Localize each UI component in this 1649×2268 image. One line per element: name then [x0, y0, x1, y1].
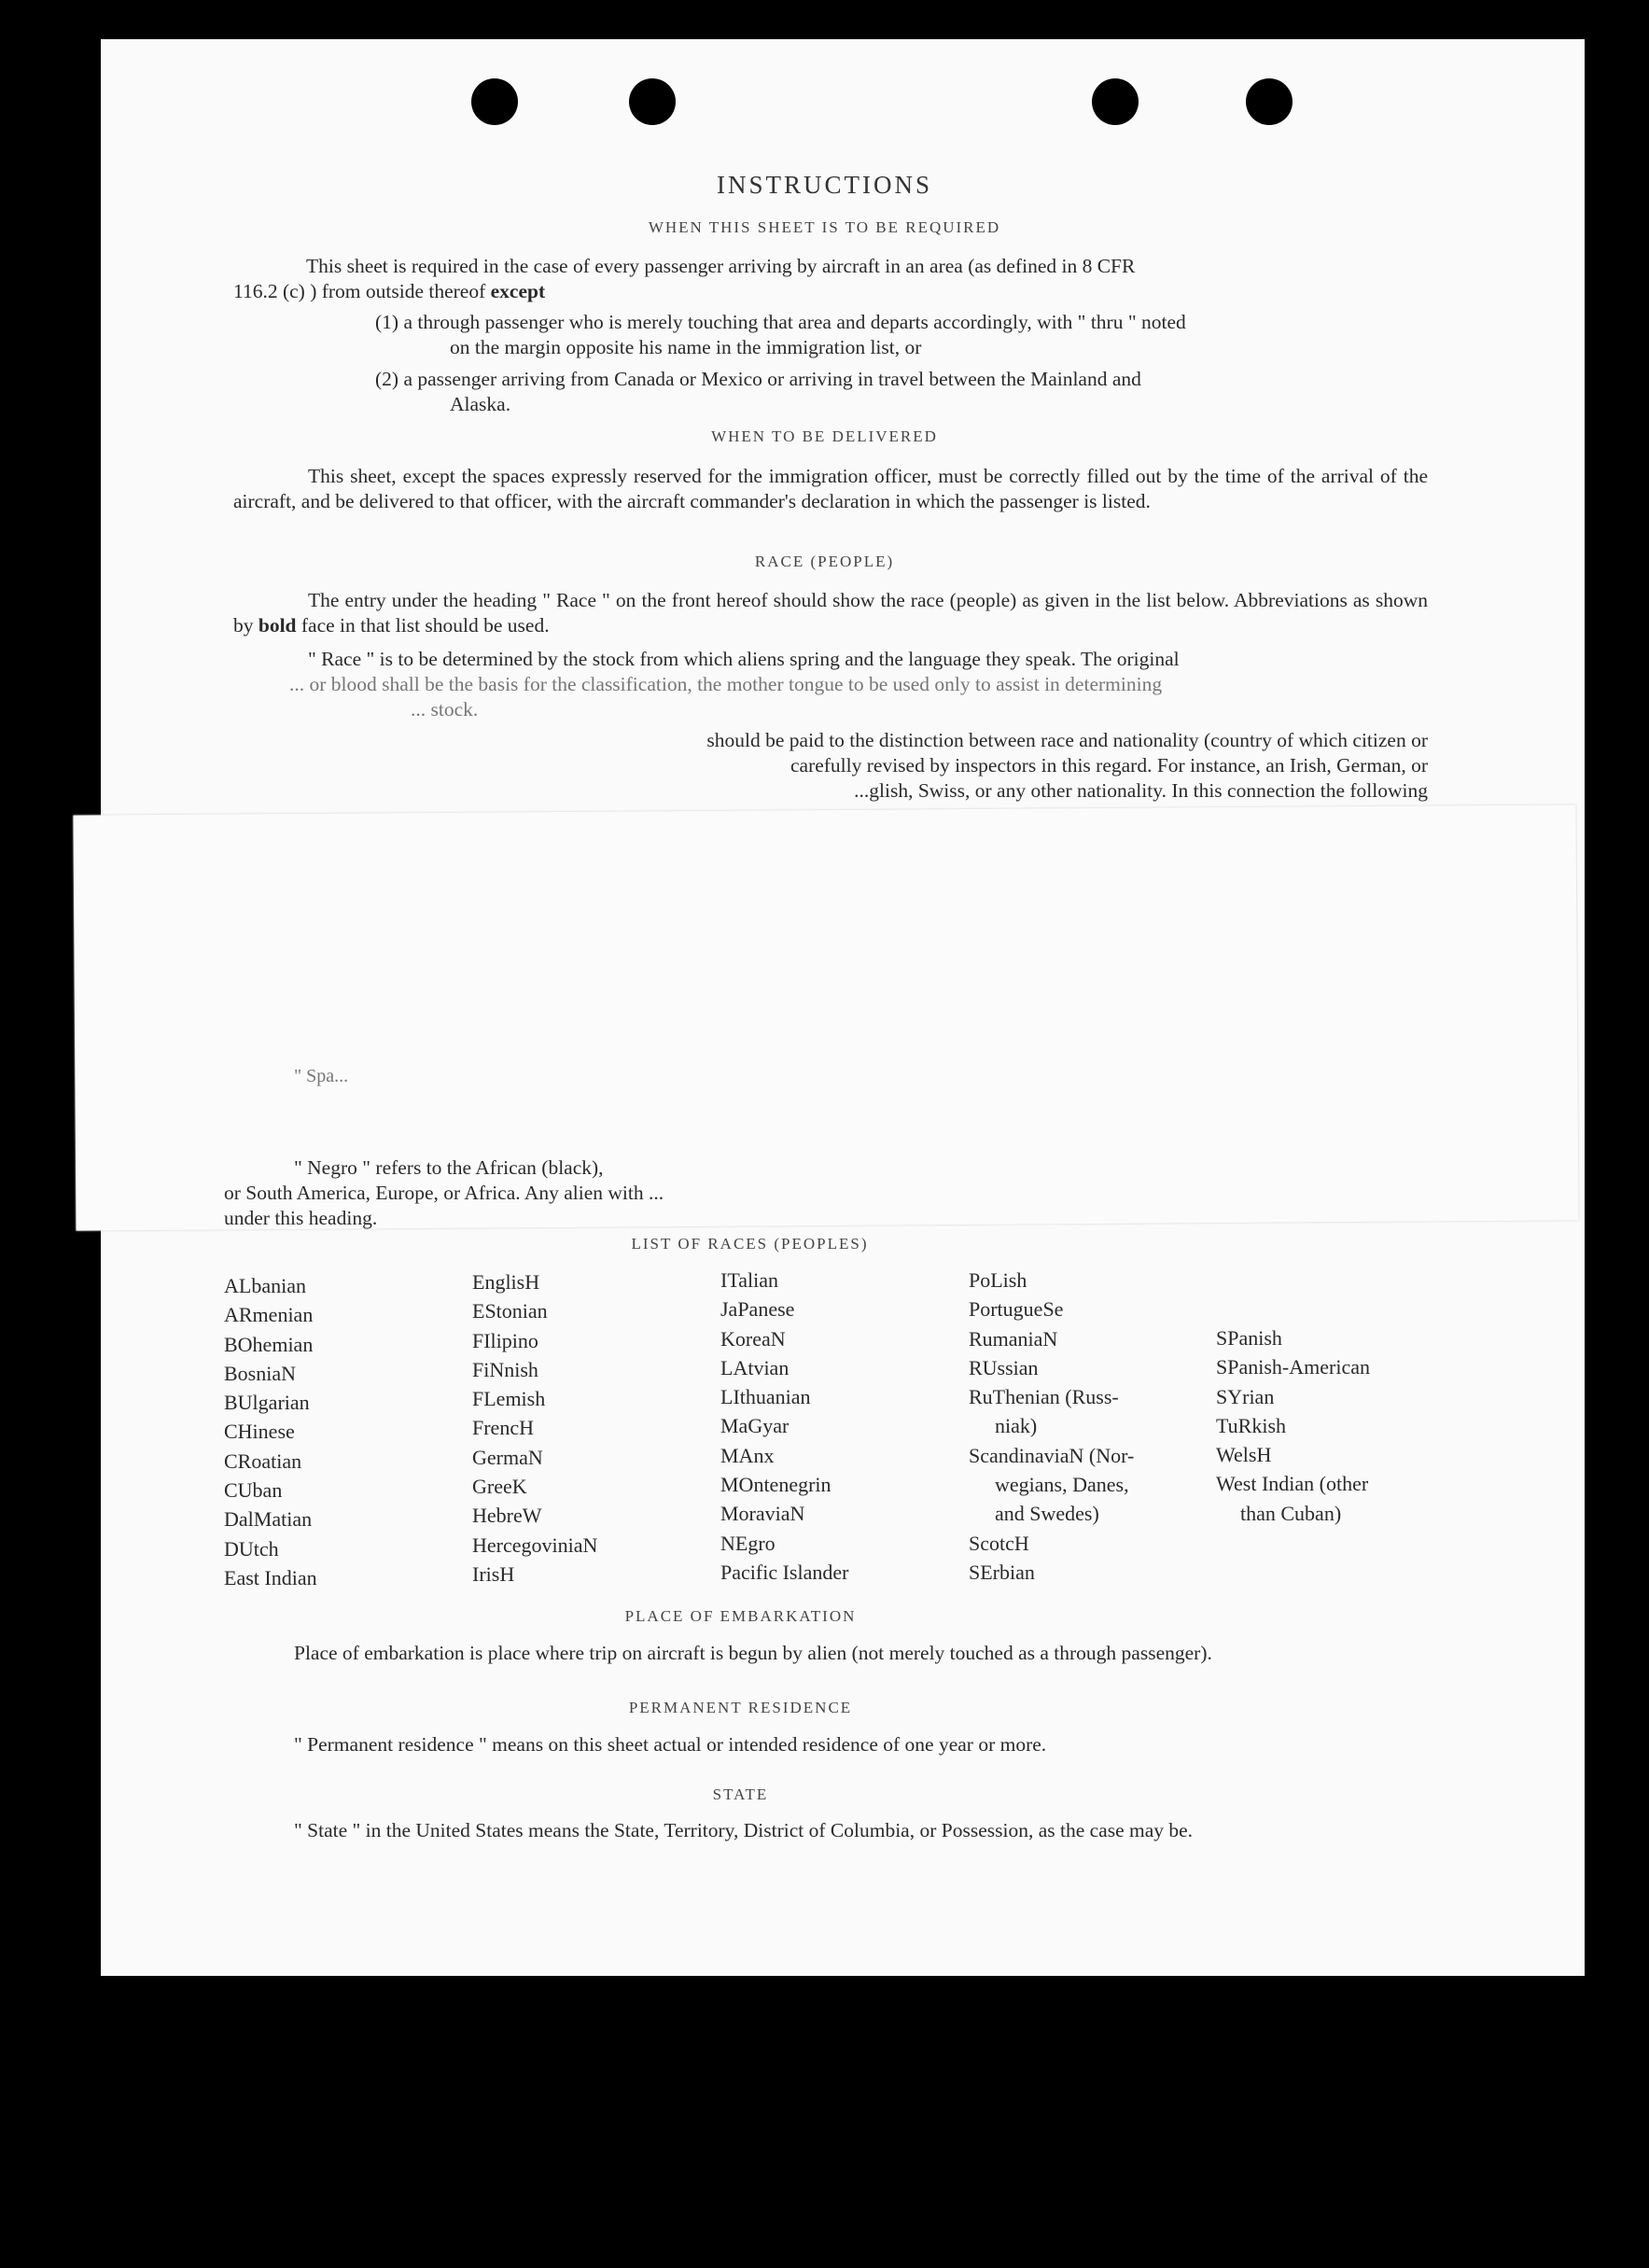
race-list-item: HebreW: [472, 1504, 542, 1528]
race-list-item: BOhemian: [224, 1332, 314, 1356]
section-heading-delivered: WHEN TO BE DELIVERED: [711, 427, 938, 445]
race-list-item: ScotcH: [969, 1531, 1029, 1555]
punch-hole: [629, 78, 676, 125]
race-list-column-1: [224, 1271, 317, 1592]
race-list-item: MoraviaN: [720, 1502, 805, 1526]
race-list-item: and Swedes): [995, 1502, 1099, 1526]
exception-1-line1: (1) a through passenger who is merely touching that area and departs accordingly, with " thru " noted: [375, 311, 1186, 333]
race-paragraph-1: The entry under the heading " Race " on the front hereof should show the race (people) as given in the list below. Abbreviations as shown by bold face in that list should be used.: [233, 589, 1428, 637]
punch-hole: [1246, 78, 1293, 125]
race-list-item: ITalian: [720, 1268, 778, 1292]
race-list-item: MAnx: [720, 1443, 775, 1467]
race-list-item: wegians, Danes,: [995, 1473, 1129, 1497]
race-list-column-5: [1216, 1323, 1370, 1528]
race-list-item: BosniaN: [224, 1361, 296, 1385]
race-list-column-2: [472, 1267, 597, 1589]
race-paragraph-2-line2: ... or blood shall be the basis for the classification, the mother tongue to be used only to assist in determining: [289, 673, 1163, 695]
section-heading-race: RACE (PEOPLE): [754, 553, 895, 570]
punch-hole: [471, 78, 518, 125]
race-list-item: GreeK: [472, 1475, 527, 1499]
section-heading-required: WHEN THIS SHEET IS TO BE REQUIRED: [648, 218, 1001, 236]
race-list-column-3: [720, 1266, 848, 1587]
race-list-item: niak): [995, 1414, 1038, 1438]
race-list-item: MOntenegrin: [720, 1473, 831, 1497]
race-list-item: RUssian: [969, 1355, 1039, 1379]
state-text: " State " in the United States means the State, Territory, District of Columbia, or Possession, as the case may be.: [294, 1819, 1194, 1841]
delivered-text: This sheet, except the spaces expressly reserved for the immigration officer, must be correctly filled out by the time of the arrival of the aircraft, and be delivered to that officer, with the aircraft commander's declaration in which the passenger is listed.: [233, 465, 1428, 512]
negro-line1: " Negro " refers to the African (black),: [294, 1156, 604, 1179]
race-paragraph-3-line3: ...glish, Swiss, or any other nationality. In this connection the following: [854, 779, 1428, 802]
page-title: INSTRUCTIONS: [716, 171, 932, 199]
race-list-item: EStonian: [472, 1299, 548, 1323]
race-list-item: IrisH: [472, 1561, 515, 1586]
punch-hole: [1092, 78, 1139, 125]
race-list-item: FiNnish: [472, 1357, 538, 1381]
race-list-item: NEgro: [720, 1531, 776, 1555]
race-list-item: LAtvian: [720, 1355, 790, 1379]
fragment-text: " Spa...: [294, 1066, 349, 1086]
race-list-item: FIlipino: [472, 1328, 538, 1352]
required-intro-line1: This sheet is required in the case of every passenger arriving by aircraft in an area (as defined in 8 CFR: [306, 255, 1136, 277]
race-list-item: TuRkish: [1216, 1413, 1287, 1437]
negro-line2: or South America, Europe, or Africa. Any alien with ...: [224, 1182, 664, 1204]
race-list-item: ALbanian: [224, 1274, 306, 1297]
race-list-item: Pacific Islander: [720, 1560, 849, 1584]
race-list-item: SErbian: [969, 1560, 1035, 1584]
race-list-item: ARmenian: [224, 1303, 314, 1327]
race-list-item: West Indian (other: [1216, 1472, 1369, 1496]
race-list-item: GermaN: [472, 1445, 543, 1469]
section-heading-embarkation: PLACE OF EMBARKATION: [624, 1607, 857, 1625]
race-list-item: HercegoviniaN: [472, 1533, 598, 1557]
required-intro-line2: 116.2 (c) ) from outside thereof except: [233, 280, 546, 302]
race-list-item: FrencH: [472, 1416, 534, 1440]
negro-paragraph: [224, 1155, 1064, 1231]
race-list-item: DalMatian: [224, 1507, 313, 1532]
race-list-item: WelsH: [1216, 1443, 1272, 1467]
residence-text: " Permanent residence " means on this sheet actual or intended residence of one year or more.: [294, 1733, 1047, 1756]
required-intro: [233, 254, 1428, 304]
race-list-item: LIthuanian: [720, 1385, 811, 1409]
section-heading-state: STATE: [712, 1785, 769, 1803]
race-paragraph-3-line2: carefully revised by inspectors in this regard. For instance, an Irish, German, or: [790, 754, 1428, 777]
race-list-column-4: [969, 1266, 1134, 1587]
race-list-item: East Indian: [224, 1565, 317, 1589]
exception-1: [375, 310, 1428, 360]
race-paragraph-2: [233, 647, 1428, 722]
race-list-item: MaGyar: [720, 1414, 790, 1438]
race-paragraph-3-line1: should be paid to the distinction between race and nationality (country of which citizen or: [706, 729, 1428, 751]
race-paragraph-3: [485, 728, 1428, 804]
race-list-item: BUlgarian: [224, 1391, 310, 1415]
race-list-item: ScandinaviaN (Nor-: [969, 1443, 1135, 1467]
race-list-item: CUban: [224, 1478, 283, 1503]
race-list-item: SPanish-American: [1216, 1355, 1370, 1379]
race-list-item: JaPanese: [720, 1297, 795, 1322]
race-list-item: PortugueSe: [969, 1297, 1064, 1322]
race-list-item: FLemish: [472, 1387, 546, 1411]
race-list-item: CRoatian: [224, 1449, 302, 1473]
race-list-item: SYrian: [1216, 1384, 1275, 1408]
embarkation-text: Place of embarkation is place where trip on aircraft is begun by alien (not merely touched as a through passenger).: [294, 1642, 1212, 1664]
race-list-item: RuThenian (Russ-: [969, 1385, 1119, 1409]
negro-line3: under this heading.: [224, 1207, 378, 1229]
exception-1-line2: on the margin opposite his name in the immigration list, or: [450, 336, 922, 358]
race-list-item: EnglisH: [472, 1270, 540, 1294]
race-list-item: SPanish: [1216, 1326, 1282, 1350]
race-paragraph-2-line3: ... stock.: [411, 698, 479, 721]
exception-2-line2: Alaska.: [450, 393, 511, 415]
race-list-item: DUtch: [224, 1536, 279, 1561]
race-paragraph-2-line1: " Race " is to be determined by the stock from which aliens spring and the language they speak. The original: [308, 648, 1180, 670]
race-list-item: PoLish: [969, 1268, 1027, 1292]
section-heading-race-list: LIST OF RACES (PEOPLES): [631, 1235, 869, 1253]
section-heading-residence: PERMANENT RESIDENCE: [628, 1699, 853, 1716]
race-list-item: than Cuban): [1240, 1501, 1342, 1525]
race-list-item: CHinese: [224, 1420, 295, 1444]
exception-2-line1: (2) a passenger arriving from Canada or Mexico or arriving in travel between the Mainland and: [375, 368, 1141, 390]
exception-2: [375, 367, 1428, 417]
race-list-item: RumaniaN: [969, 1326, 1058, 1351]
race-list-item: KoreaN: [720, 1326, 786, 1351]
